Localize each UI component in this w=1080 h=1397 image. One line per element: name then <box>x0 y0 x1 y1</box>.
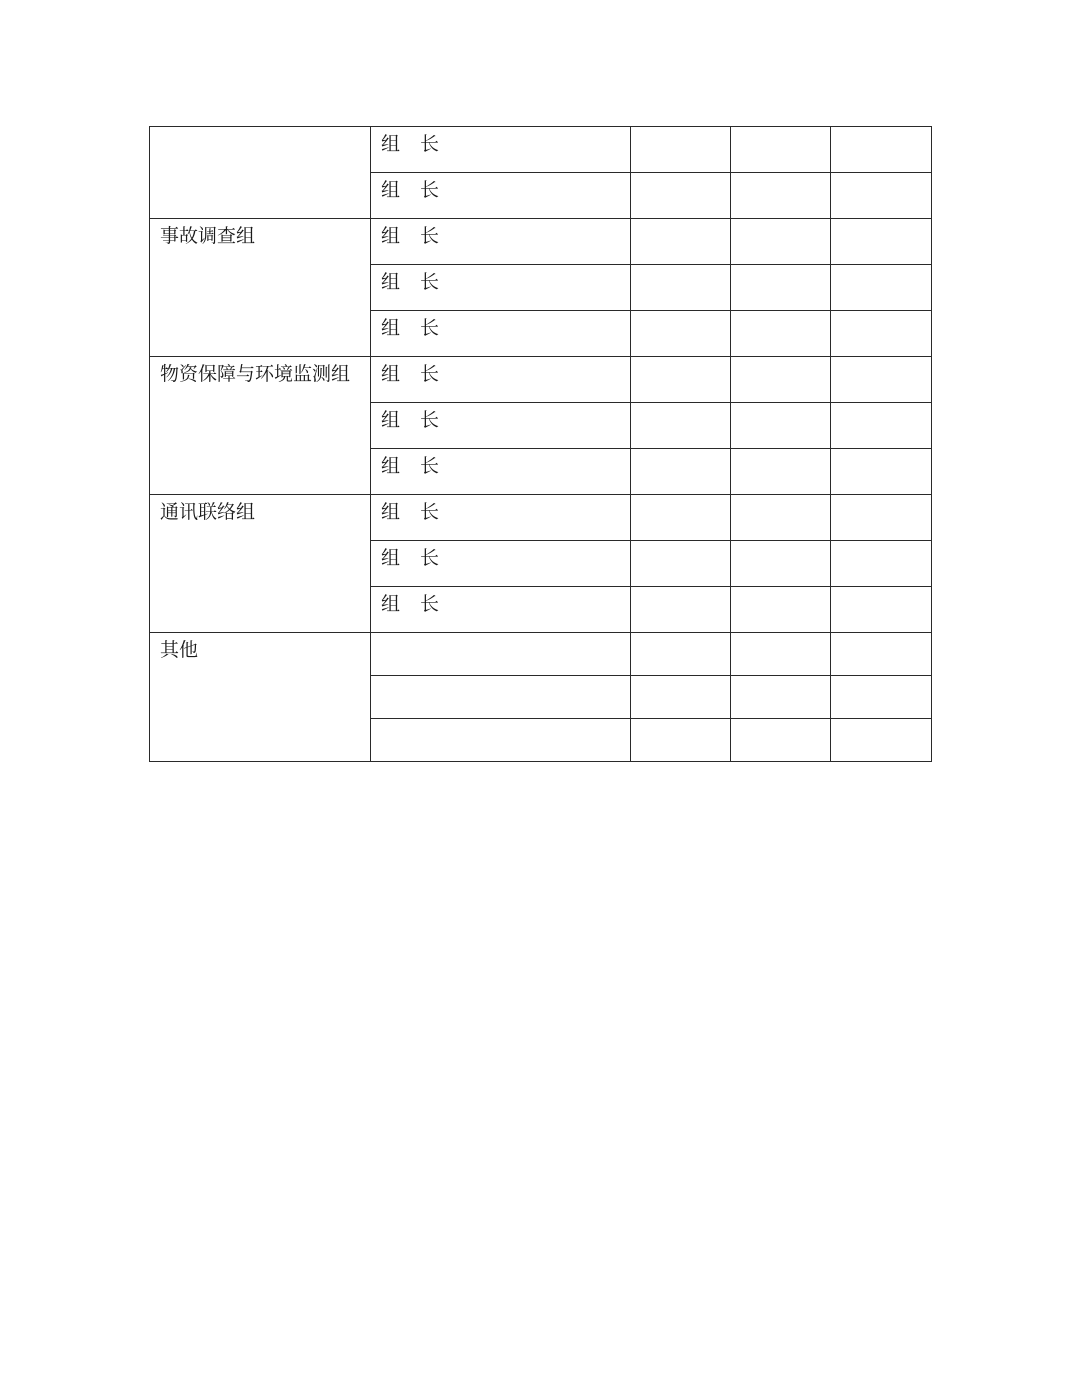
table-cell <box>631 311 731 357</box>
table-cell <box>831 219 932 265</box>
table-cell <box>631 403 731 449</box>
table-cell <box>631 676 731 719</box>
group-name-cell: 其他 <box>150 633 371 762</box>
table-cell <box>731 449 831 495</box>
table-cell <box>631 449 731 495</box>
role-label: 组 长 <box>381 363 447 385</box>
table-cell <box>831 357 932 403</box>
table-cell <box>631 357 731 403</box>
table-cell <box>731 357 831 403</box>
role-label: 组 长 <box>381 593 447 615</box>
table-cell <box>731 311 831 357</box>
table-row <box>150 219 932 265</box>
table-cell <box>731 719 831 762</box>
role-cell <box>371 357 631 403</box>
table-row <box>150 633 932 676</box>
table-cell <box>831 676 932 719</box>
role-label: 组 长 <box>381 501 447 523</box>
table-cell <box>631 219 731 265</box>
emergency-team-roster-table <box>149 126 932 762</box>
role-label: 组 长 <box>381 271 447 293</box>
role-cell <box>371 495 631 541</box>
table-cell <box>731 219 831 265</box>
table-cell <box>831 403 932 449</box>
table-cell <box>731 265 831 311</box>
table-cell <box>831 587 932 633</box>
role-cell <box>371 587 631 633</box>
table-cell <box>831 173 932 219</box>
role-cell <box>371 173 631 219</box>
role-cell <box>371 311 631 357</box>
role-cell <box>371 265 631 311</box>
table-cell <box>831 449 932 495</box>
table-cell <box>831 495 932 541</box>
table-cell <box>731 587 831 633</box>
table-cell <box>631 633 731 676</box>
table-cell <box>731 633 831 676</box>
group-name-cell <box>150 127 371 219</box>
table-cell <box>731 127 831 173</box>
role-cell <box>371 127 631 173</box>
role-cell <box>371 676 631 719</box>
role-cell <box>371 449 631 495</box>
group-name-cell: 物资保障与环境监测组 <box>150 357 371 495</box>
role-label: 组 长 <box>381 409 447 431</box>
table-cell <box>831 719 932 762</box>
table-cell <box>831 541 932 587</box>
role-cell <box>371 719 631 762</box>
role-cell <box>371 403 631 449</box>
table-row <box>150 495 932 541</box>
table-cell <box>731 173 831 219</box>
table-cell <box>631 173 731 219</box>
table-cell <box>831 265 932 311</box>
role-cell <box>371 219 631 265</box>
role-label: 组 长 <box>381 179 447 201</box>
table-cell <box>831 127 932 173</box>
table-cell <box>731 541 831 587</box>
table-cell <box>631 587 731 633</box>
table-cell <box>631 265 731 311</box>
table-cell <box>831 311 932 357</box>
role-cell <box>371 633 631 676</box>
role-label: 组 长 <box>381 547 447 569</box>
role-label: 组 长 <box>381 455 447 477</box>
table-cell <box>631 127 731 173</box>
role-label: 组 长 <box>381 225 447 247</box>
table-cell <box>731 676 831 719</box>
table-cell <box>631 495 731 541</box>
table-cell <box>731 495 831 541</box>
role-label: 组 长 <box>381 133 447 155</box>
table-cell <box>631 719 731 762</box>
role-cell <box>371 541 631 587</box>
table-cell <box>731 403 831 449</box>
group-name-cell: 通讯联络组 <box>150 495 371 633</box>
table-row <box>150 357 932 403</box>
table-cell <box>631 541 731 587</box>
table-cell <box>831 633 932 676</box>
group-name-cell: 事故调查组 <box>150 219 371 357</box>
table-row <box>150 127 932 173</box>
role-label: 组 长 <box>381 317 447 339</box>
